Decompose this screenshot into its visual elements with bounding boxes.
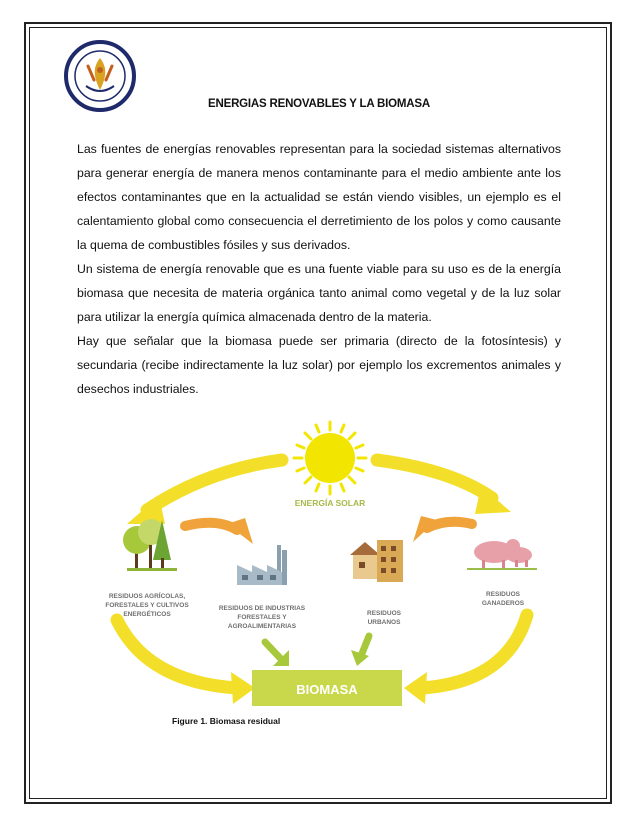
- arrow-left-to-biomasa: [117, 620, 255, 704]
- label-residuos-urbanos-1: RESIDUOS: [367, 610, 401, 617]
- arrow-green-right: [351, 636, 369, 666]
- label-residuos-industrias-1: RESIDUOS DE INDUSTRIAS: [218, 605, 306, 612]
- arrow-sun-left: [127, 460, 282, 524]
- trees-icon: [123, 519, 177, 571]
- biomass-cycle-diagram: [77, 420, 561, 720]
- label-residuos-industrias-3: AGROALIMENTARIAS: [227, 623, 297, 630]
- label-residuos-ganaderos-1: RESIDUOS: [486, 591, 520, 598]
- arrow-right-to-biomasa: [404, 615, 527, 704]
- buildings-icon: [350, 540, 403, 582]
- arrow-orange-right: [413, 516, 472, 542]
- biomasa-label: BIOMASA: [296, 682, 358, 697]
- label-residuos-industrias-2: FORESTALES Y: [237, 614, 287, 621]
- arrow-orange-left: [185, 518, 253, 544]
- arrow-green-left: [265, 642, 289, 666]
- label-residuos-ganaderos-2: GANADEROS: [481, 600, 525, 607]
- label-residuos-urbanos-2: URBANOS: [367, 619, 401, 626]
- paragraph-1: Las fuentes de energías renovables representan para la sociedad sistemas alternativos para generar energía de manera menos contaminante para el medio ambiente ante los efectos contaminantes que en la actualidad se están viendo visibles, un ejemplo es el calentamiento global como consecuencia el derretimiento de los polos y como causante la quema de combustibles fósiles y sus derivados.: [77, 142, 561, 252]
- label-residuos-agricolas-1: RESIDUOS AGRÍCOLAS,: [108, 593, 186, 600]
- paragraph-3: Hay que señalar que la biomasa puede ser primaria (directo de la fotosíntesis) y secundaria (recibe indirectamente la luz solar) por ejemplo los excrementos animales y desechos industriales.: [77, 334, 561, 396]
- document-title: ENERGIAS RENOVABLES Y LA BIOMASA: [208, 98, 430, 110]
- sun-label: ENERGÍA SOLAR: [294, 498, 366, 508]
- sun-icon: [294, 422, 366, 494]
- pigs-icon: [467, 539, 537, 570]
- label-residuos-agricolas-2: FORESTALES Y CULTIVOS: [105, 602, 189, 609]
- factory-icon: [237, 545, 287, 585]
- label-residuos-agricolas-3: ENERGÉTICOS: [123, 611, 171, 618]
- figure-caption: Figure 1. Biomasa residual: [172, 716, 281, 726]
- arrow-sun-right: [377, 460, 511, 514]
- paragraph-2: Un sistema de energía renovable que es una fuente viable para su uso es de la energía biomasa que necesita de materia orgánica tanto animal como vegetal y de la luz solar para utilizar la energía química almacenada dentro de la materia.: [77, 262, 561, 324]
